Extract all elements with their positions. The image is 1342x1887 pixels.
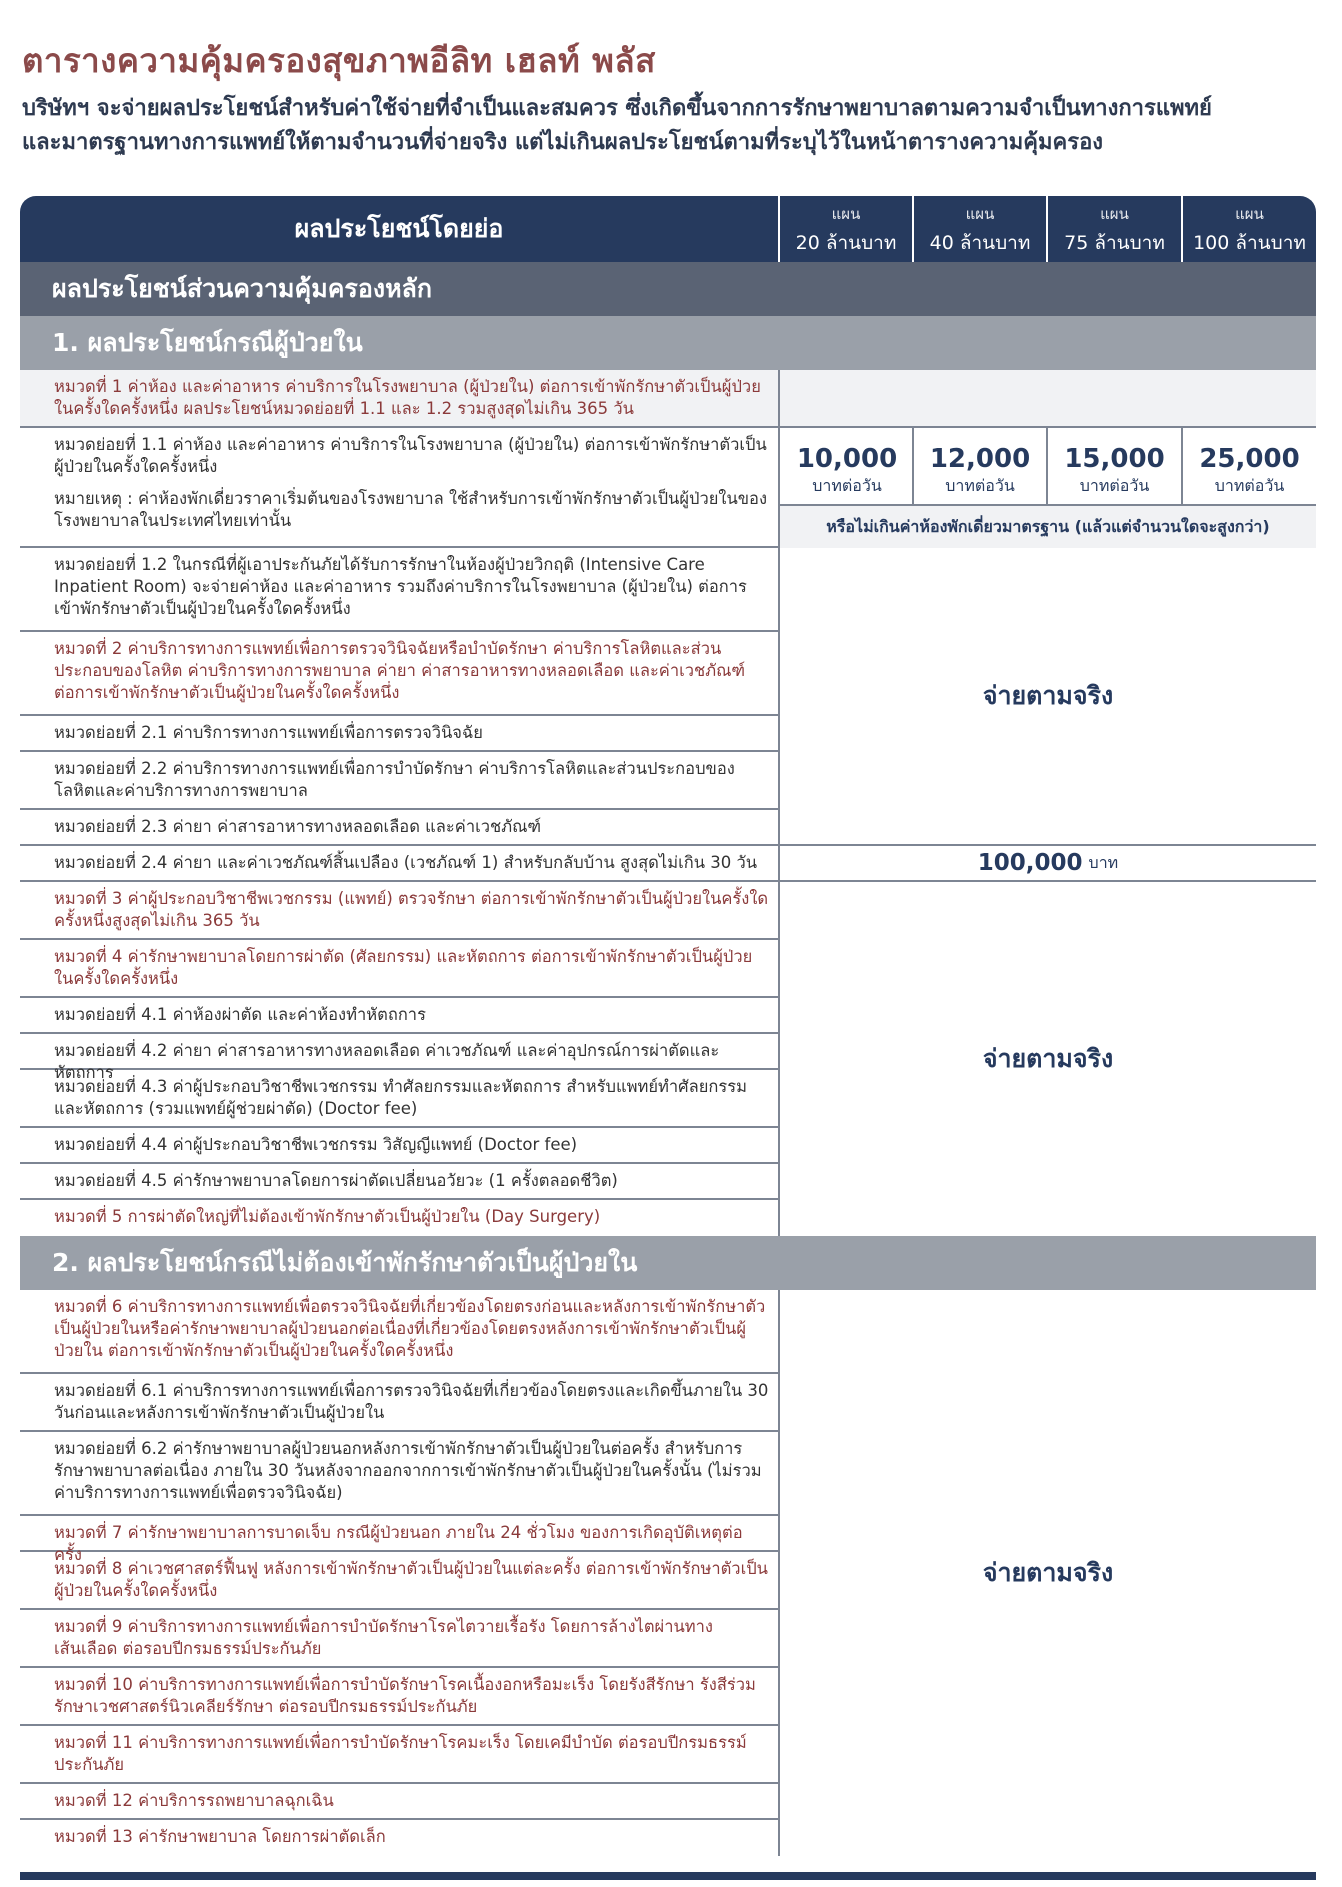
list-item: หมวดย่อยที่ 6.1 ค่าบริการทางการแพทย์เพื่อการตรวจวินิจฉัยที่เกี่ยวข้องโดยตรงและเกิดขึ้นภายใน 30 วันก่อนและหลังการเข้าพักรักษาตัวเป็นผู้ป่วยใน — [20, 1374, 778, 1432]
room-rate-cell — [778, 428, 1316, 548]
room-note: หรือไม่เกินค่าห้องพักเดี่ยวมาตรฐาน (แล้วแต่จำนวนใดจะสูงกว่า) — [780, 504, 1316, 548]
plan-label: แผน — [1100, 205, 1129, 223]
pay-actual-cell: จ่ายตามจริง — [778, 548, 1316, 846]
table-footer-bar — [20, 1872, 1316, 1880]
section1-grid — [20, 370, 1316, 1250]
room-rate-75m — [1046, 428, 1181, 504]
section2-grid — [20, 1290, 1316, 1864]
list-item: หมวดย่อยที่ 4.2 ค่ายา ค่าสารอาหารทางหลอดเลือด ค่าเวชภัณฑ์ และค่าอุปกรณ์การผ่าตัดและหัตถการ — [20, 1034, 778, 1070]
plan-amount: 20 ล้านบาท — [795, 232, 897, 254]
room-rate-20m — [780, 428, 914, 504]
list-item — [20, 428, 778, 548]
rate-value: 25,000 — [1199, 444, 1300, 474]
list-item: หมวดที่ 3 ค่าผู้ประกอบวิชาชีพเวชกรรม (แพทย์) ตรวจรักษา ต่อการเข้าพักรักษาตัวเป็นผู้ป่วยในครั้งใดครั้งหนึ่งสูงสุดไม่เกิน 365 วัน — [20, 882, 778, 940]
pay-actual-cell: จ่ายตามจริง — [778, 1290, 1316, 1856]
section-inpatient: 1. ผลประโยชน์กรณีผู้ป่วยใน — [20, 316, 1316, 370]
section-outpatient: 2. ผลประโยชน์กรณีไม่ต้องเข้าพักรักษาตัวเป็นผู้ป่วยใน — [20, 1236, 1316, 1290]
list-item: หมวดย่อยที่ 4.4 ค่าผู้ประกอบวิชาชีพเวชกรรม วิสัญญีแพทย์ (Doctor fee) — [20, 1128, 778, 1164]
section-main-coverage: ผลประโยชน์ส่วนความคุ้มครองหลัก — [20, 262, 1316, 316]
intro-line: และมาตรฐานทางการแพทย์ให้ตามจำนวนที่จ่ายจริง แต่ไม่เกินผลประโยชน์ตามที่ระบุไว้ในหน้าตารางความคุ้มครอง — [22, 130, 1104, 155]
plan-amount: 100 ล้านบาท — [1193, 232, 1306, 254]
list-item: หมวดที่ 2 ค่าบริการทางการแพทย์เพื่อการตรวจวินิจฉัยหรือบำบัดรักษา ค่าบริการโลหิตและส่วนประกอบของโลหิต ค่าบริการทางการพยาบาล ค่ายา ค่าสารอาหารทางหลอดเลือด และค่าเวชภัณฑ์ ต่อการเข้าพักรักษาตัวเป็นผู้ป่วยในครั้งใดครั้งหนึ่ง — [20, 632, 778, 716]
list-item: หมวดย่อยที่ 4.3 ค่าผู้ประกอบวิชาชีพเวชกรรม ทำศัลยกรรมและหัตถการ สำหรับแพทย์ทำศัลยกรรมและหัตถการ (รวมแพทย์ผู้ช่วยผ่าตัด) (Doctor fee) — [20, 1070, 778, 1128]
list-item: หมวดที่ 11 ค่าบริการทางการแพทย์เพื่อการบำบัดรักษาโรคมะเร็ง โดยเคมีบำบัด ต่อรอบปีกรมธรรม์ประกันภัย — [20, 1726, 778, 1784]
list-item: หมวดที่ 5 การผ่าตัดใหญ่ที่ไม่ต้องเข้าพักรักษาตัวเป็นผู้ป่วยใน (Day Surgery) — [54, 1207, 601, 1226]
table-header — [20, 196, 1316, 262]
list-item: หมวดย่อยที่ 4.5 ค่ารักษาพยาบาลโดยการผ่าตัดเปลี่ยนอวัยวะ (1 ครั้งตลอดชีวิต) — [20, 1164, 778, 1200]
list-item: หมวดย่อยที่ 2.1 ค่าบริการทางการแพทย์เพื่อการตรวจวินิจฉัย — [20, 716, 778, 752]
plan-label: แผน — [965, 205, 995, 223]
list-item: หมวดย่อยที่ 2.3 ค่ายา ค่าสารอาหารทางหลอดเลือด และค่าเวชภัณฑ์ — [20, 810, 778, 846]
home-med-unit: บาท — [1088, 852, 1119, 872]
coverage-table — [20, 196, 1316, 1864]
list-item: หมวดที่ 9 ค่าบริการทางการแพทย์เพื่อการบำบัดรักษาโรคไตวายเรื้อรัง โดยการล้างไตผ่านทางเส้นเลือด ต่อรอบปีกรมธรรม์ประกันภัย — [20, 1610, 778, 1668]
rate-unit: บาทต่อวัน — [945, 476, 1015, 495]
plan-header-20m — [778, 196, 912, 262]
list-item: หมวดที่ 10 ค่าบริการทางการแพทย์เพื่อการบำบัดรักษาโรคเนื้องอกหรือมะเร็ง โดยรังสีรักษา รังสีร่วมรักษาเวชศาสตร์นิวเคลียร์รักษา ต่อรอบปีกรมธรรม์ประกันภัย — [20, 1668, 778, 1726]
plan-amount: 75 ล้านบาท — [1064, 232, 1165, 254]
rate-unit: บาทต่อวัน — [1214, 476, 1285, 495]
plan-header-100m — [1181, 196, 1316, 262]
home-med-cell — [778, 846, 1316, 882]
row-note: หมายเหตุ : ค่าห้องพักเดี่ยวราคาเริ่มต้นของโรงพยาบาล ใช้สำหรับการเข้าพักรักษาตัวเป็นผู้ป่วยในของโรงพยาบาลในประเทศไทยเท่านั้น — [54, 489, 767, 530]
plan-label: แผน — [1235, 205, 1264, 223]
list-item: หมวดที่ 8 ค่าเวชศาสตร์ฟื้นฟู หลังการเข้าพักรักษาตัวเป็นผู้ป่วยในแต่ละครั้ง ต่อการเข้าพักรักษาตัวเป็นผู้ป่วยในครั้งใดครั้งหนึ่ง — [20, 1552, 778, 1610]
list-item: หมวดย่อยที่ 1.2 ในกรณีที่ผู้เอาประกันภัยได้รับการรักษาในห้องผู้ป่วยวิกฤติ (Intensive Care Inpatient Room) จะจ่ายค่าห้อง และค่าอาหาร รวมถึงค่าบริการในโรงพยาบาล (ผู้ป่วยใน) ต่อการเข้าพักรักษาตัวเป็นผู้ป่วยในครั้งใดครั้งหนึ่ง — [20, 548, 778, 632]
plan-header-40m — [912, 196, 1046, 262]
row-text: หมวดย่อยที่ 1.1 ค่าห้อง และค่าอาหาร ค่าบริการในโรงพยาบาล (ผู้ป่วยใน) ต่อการเข้าพักรักษาตัวเป็นผู้ป่วยในครั้งใดครั้งหนึ่ง — [54, 435, 767, 476]
rate-unit: บาทต่อวัน — [1079, 476, 1150, 495]
intro-line: บริษัทฯ จะจ่ายผลประโยชน์สำหรับค่าใช้จ่ายที่จำเป็นและสมควร ซึ่งเกิดขึ้นจากการรักษาพยาบาลตามความจำเป็นทางการแพทย์ — [22, 96, 1212, 121]
rate-value: 10,000 — [796, 444, 898, 474]
plan-label: แผน — [831, 205, 861, 223]
list-item: หมวดที่ 6 ค่าบริการทางการแพทย์เพื่อตรวจวินิจฉัยที่เกี่ยวข้องโดยตรงก่อนและหลังการเข้าพักรักษาตัวเป็นผู้ป่วยในหรือค่ารักษาพยาบาลผู้ป่วยนอกต่อเนื่องที่เกี่ยวข้องโดยตรงหลังการเข้าพักรักษาตัวเป็นผู้ป่วยใน ต่อการเข้าพักรักษาตัวเป็นผู้ป่วยในครั้งใดครั้งหนึ่ง — [20, 1290, 778, 1374]
room-rate-100m — [1181, 428, 1316, 504]
empty-cell — [778, 370, 1316, 428]
intro-text — [22, 92, 1322, 160]
pay-actual-cell: จ่ายตามจริง — [778, 882, 1316, 1236]
list-item: หมวดย่อยที่ 4.1 ค่าห้องผ่าตัด และค่าห้องทำหัตถการ — [20, 998, 778, 1034]
plan-header-75m — [1046, 196, 1181, 262]
list-item: หมวดที่ 7 ค่ารักษาพยาบาลการบาดเจ็บ กรณีผู้ป่วยนอก ภายใน 24 ชั่วโมง ของการเกิดอุบัติเหตุต่อครั้ง — [20, 1516, 778, 1552]
list-item: หมวดที่ 4 ค่ารักษาพยาบาลโดยการผ่าตัด (ศัลยกรรม) และหัตถการ ต่อการเข้าพักรักษาตัวเป็นผู้ป่วยในครั้งใดครั้งหนึ่ง — [20, 940, 778, 998]
list-item: หมวดที่ 12 ค่าบริการรถพยาบาลฉุกเฉิน — [20, 1784, 778, 1820]
benefit-header: ผลประโยชน์โดยย่อ — [294, 214, 504, 243]
room-rate-40m — [912, 428, 1046, 504]
rate-value: 12,000 — [929, 444, 1031, 474]
list-item: หมวดย่อยที่ 6.2 ค่ารักษาพยาบาลผู้ป่วยนอกหลังการเข้าพักรักษาตัวเป็นผู้ป่วยในต่อครั้ง สำหรับการรักษาพยาบาลต่อเนื่อง ภายใน 30 วันหลังจากออกจากการเข้าพักรักษาตัวเป็นผู้ป่วยในครั้งนั้น (ไม่รวมค่าบริการทางการแพทย์เพื่อตรวจวินิจฉัย) — [20, 1432, 778, 1516]
rate-value: 15,000 — [1064, 444, 1165, 474]
home-med-value: 100,000 — [977, 850, 1083, 876]
list-item: หมวดที่ 13 ค่ารักษาพยาบาล โดยการผ่าตัดเล็ก — [54, 1827, 386, 1846]
list-item: หมวดย่อยที่ 2.2 ค่าบริการทางการแพทย์เพื่อการบำบัดรักษา ค่าบริการโลหิตและส่วนประกอบของโลหิตและค่าบริการทางการพยาบาล — [20, 752, 778, 810]
list-item: หมวดย่อยที่ 2.4 ค่ายา และค่าเวชภัณฑ์สิ้นเปลือง (เวชภัณฑ์ 1) สำหรับกลับบ้าน สูงสุดไม่เกิน 30 วัน — [20, 846, 778, 882]
page-title: ตารางความคุ้มครองสุขภาพอีลิท เฮลท์ พลัส — [22, 41, 656, 80]
plan-amount: 40 ล้านบาท — [929, 232, 1031, 254]
rate-unit: บาทต่อวัน — [812, 476, 882, 495]
list-item: หมวดที่ 1 ค่าห้อง และค่าอาหาร ค่าบริการในโรงพยาบาล (ผู้ป่วยใน) ต่อการเข้าพักรักษาตัวเป็นผู้ป่วยในครั้งใดครั้งหนึ่ง ผลประโยชน์หมวดย่อยที่ 1.1 และ 1.2 รวมสูงสุดไม่เกิน 365 วัน — [20, 370, 778, 428]
